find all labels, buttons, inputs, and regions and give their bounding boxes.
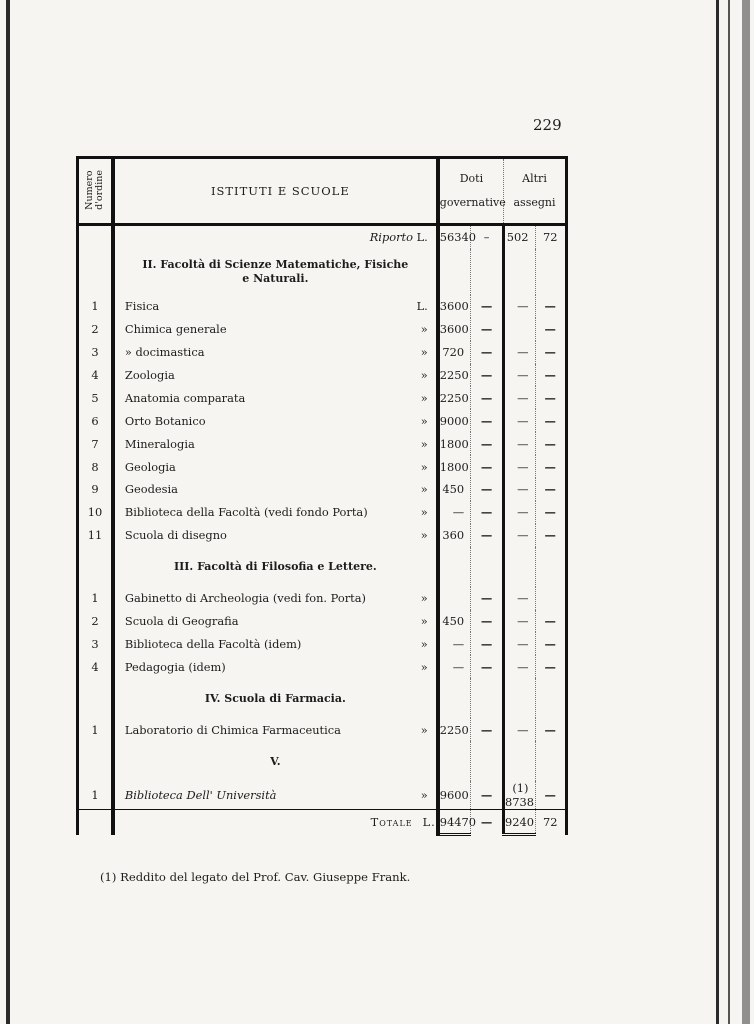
row-number: 3 bbox=[78, 341, 113, 364]
table-row bbox=[78, 341, 567, 364]
row-number: 1 bbox=[78, 718, 113, 741]
row-doti-cent: — bbox=[471, 455, 504, 478]
row-number: 7 bbox=[78, 432, 113, 455]
row-altri: — bbox=[504, 632, 535, 655]
row-mark: » bbox=[420, 436, 428, 451]
row-mark: » bbox=[420, 614, 428, 629]
row-doti-cent: — bbox=[471, 524, 504, 547]
table-row bbox=[78, 386, 567, 409]
row-description bbox=[113, 718, 438, 741]
row-altri-cent: — bbox=[535, 610, 567, 633]
row-altri: — bbox=[504, 501, 535, 524]
row-doti-cent: — bbox=[471, 295, 504, 318]
row-mark: L. bbox=[416, 299, 428, 314]
row-label: Orto Botanico bbox=[124, 413, 206, 428]
row-doti-cent: — bbox=[471, 655, 504, 678]
row-doti: 450 bbox=[438, 610, 471, 633]
table-row bbox=[78, 655, 567, 678]
row-mark: » bbox=[420, 459, 428, 474]
row-description bbox=[113, 610, 438, 633]
header-altri: Altri assegni bbox=[504, 158, 567, 225]
row-description bbox=[113, 632, 438, 655]
row-number: 3 bbox=[78, 632, 113, 655]
section2-title-row bbox=[78, 249, 567, 295]
row-mark: » bbox=[420, 591, 428, 606]
row-doti-cent: — bbox=[471, 610, 504, 633]
row-doti-cent: — bbox=[471, 386, 504, 409]
row-doti-cent: — bbox=[471, 718, 504, 741]
row-mark: » bbox=[420, 413, 428, 428]
row-doti-cent: — bbox=[471, 409, 504, 432]
row-label: Geologia bbox=[124, 459, 176, 474]
row-doti: 9000 bbox=[438, 409, 471, 432]
right-page-edge-outer bbox=[742, 0, 750, 1024]
budget-table bbox=[76, 156, 568, 836]
row-label: Biblioteca della Facoltà (idem) bbox=[124, 636, 302, 651]
row-description bbox=[113, 295, 438, 318]
row-altri-cent: — bbox=[535, 432, 567, 455]
row-altri bbox=[504, 318, 535, 341]
row-doti: 450 bbox=[438, 478, 471, 501]
row-altri-cent: — bbox=[535, 632, 567, 655]
row-label: Laboratorio di Chimica Farmaceutica bbox=[124, 722, 341, 737]
row-doti: 3600 bbox=[438, 295, 471, 318]
row-doti: — bbox=[438, 632, 471, 655]
row-number: 5 bbox=[78, 386, 113, 409]
row-number: 4 bbox=[78, 655, 113, 678]
row-description bbox=[113, 318, 438, 341]
row-altri: (1) 8738 bbox=[505, 781, 535, 810]
section5-title-row bbox=[78, 741, 567, 781]
row-doti-cent: — bbox=[471, 587, 504, 610]
row-altri-cent: — bbox=[535, 524, 567, 547]
row-label: Biblioteca Dell' Università bbox=[124, 788, 277, 803]
row-altri: — bbox=[504, 386, 535, 409]
row-description bbox=[113, 386, 438, 409]
total-row bbox=[78, 810, 567, 835]
row-label: Zoologia bbox=[124, 368, 175, 382]
total-altri-cent: 72 bbox=[535, 810, 567, 835]
row-altri-cent: — bbox=[535, 409, 567, 432]
table-row bbox=[78, 587, 567, 610]
row-altri-cent: — bbox=[535, 364, 567, 387]
row-mark: » bbox=[420, 345, 428, 360]
row-altri: — bbox=[504, 587, 535, 610]
row-number: 2 bbox=[78, 610, 113, 633]
section5-title: V. bbox=[113, 741, 438, 781]
row-altri-cent: — bbox=[535, 455, 567, 478]
row-altri-cent: — bbox=[535, 341, 567, 364]
row-doti-cent: — bbox=[471, 478, 504, 501]
row-number: 1 bbox=[78, 295, 113, 318]
section4-title: IV. Scuola di Farmacia. bbox=[113, 678, 438, 718]
row-number: 11 bbox=[78, 524, 113, 547]
row-label: Chimica generale bbox=[124, 322, 227, 337]
row-altri-cent: — bbox=[535, 295, 567, 318]
row-doti: 1800 bbox=[438, 455, 471, 478]
row-label: Biblioteca della Facoltà (vedi fondo Porta) bbox=[124, 505, 368, 520]
row-altri: — bbox=[504, 655, 535, 678]
row-mark: » bbox=[420, 505, 428, 520]
row-altri-cent: — bbox=[535, 386, 567, 409]
table-row bbox=[78, 524, 567, 547]
row-altri-cent: — bbox=[535, 781, 567, 810]
total-label: Totale L. bbox=[113, 810, 438, 835]
row-number: 1 bbox=[78, 781, 113, 810]
table-row bbox=[78, 610, 567, 633]
row-doti-cent: — bbox=[471, 501, 504, 524]
riporto-row bbox=[78, 225, 567, 249]
row-label: Mineralogia bbox=[124, 436, 195, 451]
row-doti: — bbox=[438, 655, 471, 678]
row-doti-cent: — bbox=[471, 364, 504, 387]
riporto-doti: 56340 bbox=[438, 225, 471, 249]
row-altri-cent: — bbox=[535, 501, 567, 524]
row-number: 8 bbox=[78, 455, 113, 478]
table-row bbox=[78, 318, 567, 341]
row-doti bbox=[438, 587, 471, 610]
table-row bbox=[78, 478, 567, 501]
section3-title-row bbox=[78, 547, 567, 587]
row-doti: — bbox=[438, 501, 471, 524]
footnote: (1) Reddito del legato del Prof. Cav. Giuseppe Frank. bbox=[100, 870, 411, 884]
row-mark: » bbox=[420, 788, 428, 803]
row-doti: 9600 bbox=[438, 781, 471, 810]
row-altri-cent bbox=[535, 587, 567, 610]
section4-title-row bbox=[78, 678, 567, 718]
header-title: ISTITUTI E SCUOLE bbox=[113, 158, 438, 225]
row-doti: 2250 bbox=[438, 386, 471, 409]
row-doti-cent: — bbox=[471, 341, 504, 364]
row-description bbox=[113, 501, 438, 524]
row-doti-cent: — bbox=[471, 318, 504, 341]
row-description bbox=[113, 409, 438, 432]
total-doti: 94470 bbox=[438, 810, 471, 835]
row-doti: 2250 bbox=[438, 364, 471, 387]
table-row bbox=[78, 364, 567, 387]
table-row bbox=[78, 455, 567, 478]
row-label: Fisica bbox=[124, 299, 160, 314]
row-description bbox=[113, 587, 438, 610]
row-description bbox=[113, 781, 438, 810]
row-description bbox=[113, 341, 438, 364]
row-number: 4 bbox=[78, 364, 113, 387]
riporto-doti-cent: – bbox=[471, 225, 504, 249]
table-body bbox=[78, 225, 567, 835]
row-description bbox=[113, 524, 438, 547]
row-number: 2 bbox=[78, 318, 113, 341]
row-label: Pedagogia (idem) bbox=[124, 659, 226, 674]
riporto-altri-cent: 72 bbox=[535, 225, 567, 249]
row-mark: » bbox=[420, 528, 428, 543]
row-altri-cent: — bbox=[535, 655, 567, 678]
page-number: 229 bbox=[533, 116, 562, 134]
row-doti: 720 bbox=[438, 341, 471, 364]
row-label: » docimastica bbox=[124, 345, 205, 360]
row-label: Scuola di Geografia bbox=[124, 614, 239, 629]
section3-title: III. Facoltà di Filosofia e Lettere. bbox=[113, 547, 438, 587]
row-altri: — bbox=[504, 341, 535, 364]
row-altri: — bbox=[504, 455, 535, 478]
row-altri: — bbox=[504, 364, 535, 387]
table-row bbox=[78, 718, 567, 741]
riporto-currency: L. bbox=[416, 230, 428, 245]
row-altri: — bbox=[504, 718, 535, 741]
row-doti-cent: — bbox=[471, 781, 504, 810]
row-mark: » bbox=[420, 659, 428, 674]
row-description bbox=[113, 455, 438, 478]
row-altri: — bbox=[504, 610, 535, 633]
header-number-col: Numero d'ordine bbox=[78, 158, 113, 225]
right-page-edge-inner bbox=[728, 0, 730, 1024]
row-mark: » bbox=[420, 482, 428, 497]
row-number: 10 bbox=[78, 501, 113, 524]
row-altri: — bbox=[504, 432, 535, 455]
row-label: Geodesia bbox=[124, 482, 178, 497]
row-number: 6 bbox=[78, 409, 113, 432]
row-mark: » bbox=[420, 368, 428, 382]
section2-title: II. Facoltà di Scienze Matematiche, Fisiche e Naturali. bbox=[113, 249, 438, 295]
table-row bbox=[78, 781, 567, 810]
row-altri-cent: — bbox=[535, 318, 567, 341]
row-doti-cent: — bbox=[471, 632, 504, 655]
row-description bbox=[113, 432, 438, 455]
row-doti: 360 bbox=[438, 524, 471, 547]
row-mark: » bbox=[420, 722, 428, 737]
row-doti-cent: — bbox=[471, 432, 504, 455]
row-mark: » bbox=[420, 636, 428, 651]
left-page-edge bbox=[6, 0, 10, 1024]
total-doti-cent: — bbox=[471, 810, 504, 835]
row-altri: — bbox=[504, 295, 535, 318]
row-label: Gabinetto di Archeologia (vedi fon. Porta) bbox=[124, 591, 366, 606]
table-row bbox=[78, 295, 567, 318]
row-doti: 3600 bbox=[438, 318, 471, 341]
row-description bbox=[113, 478, 438, 501]
row-number: 1 bbox=[78, 587, 113, 610]
row-altri-cent: — bbox=[535, 478, 567, 501]
table-row bbox=[78, 409, 567, 432]
table-header bbox=[78, 158, 567, 225]
row-label: Anatomia comparata bbox=[124, 390, 246, 405]
row-number: 9 bbox=[78, 478, 113, 501]
table-row bbox=[78, 432, 567, 455]
row-altri: — bbox=[504, 478, 535, 501]
row-description bbox=[113, 655, 438, 678]
right-page-edge bbox=[716, 0, 719, 1024]
row-altri: — bbox=[504, 524, 535, 547]
row-mark: » bbox=[420, 390, 428, 405]
total-altri: 9240 bbox=[504, 810, 535, 835]
row-doti: 2250 bbox=[438, 718, 471, 741]
row-doti: 1800 bbox=[438, 432, 471, 455]
header-doti: Doti governative bbox=[438, 158, 504, 225]
riporto-label: Riporto bbox=[369, 230, 413, 245]
table-row bbox=[78, 501, 567, 524]
row-label: Scuola di disegno bbox=[124, 528, 227, 543]
row-description bbox=[113, 364, 438, 387]
row-altri-cent: — bbox=[535, 718, 567, 741]
row-altri: — bbox=[504, 409, 535, 432]
riporto-altri: 502 bbox=[504, 225, 535, 249]
row-mark: » bbox=[420, 322, 428, 337]
table-row bbox=[78, 632, 567, 655]
